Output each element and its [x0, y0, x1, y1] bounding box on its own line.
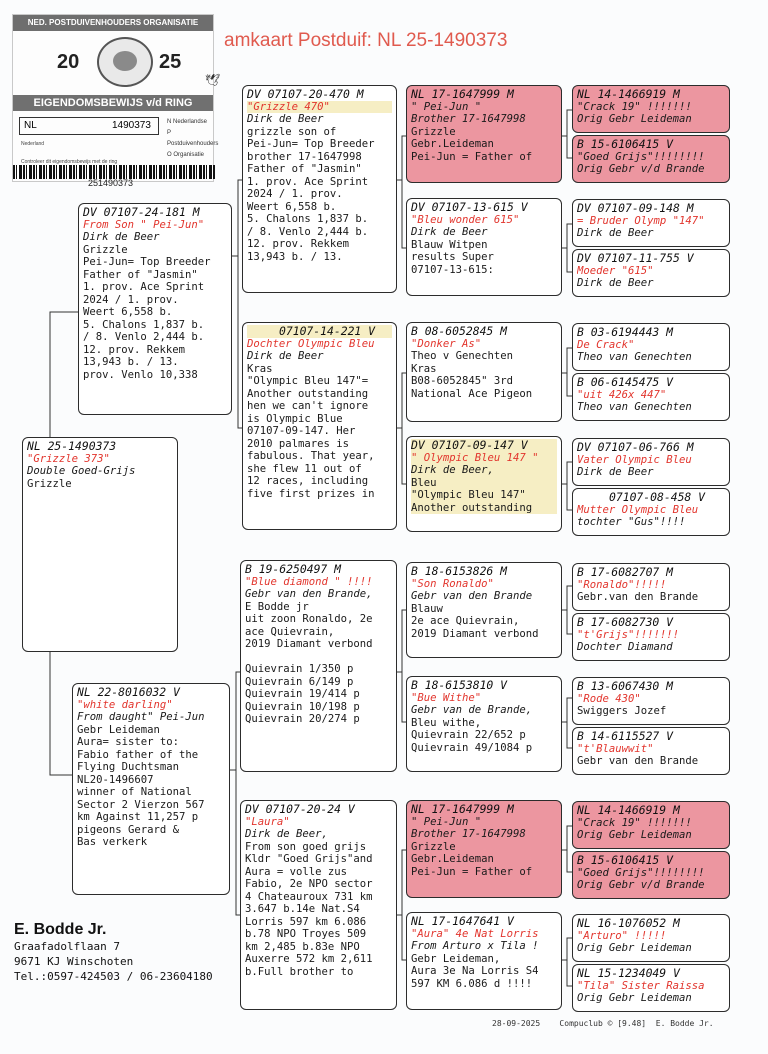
card-line: Dirk de Beer, — [411, 464, 557, 477]
ring-number: NL 15-1234049 V — [577, 967, 680, 980]
card-line: 1. prov. Ace Sprint — [83, 281, 205, 293]
pigeon-name: "Crack 19" !!!!!!! — [577, 100, 692, 113]
card-line: Quievrain 1/350 p — [245, 663, 354, 675]
ring-number: NL 14-1466919 M — [577, 88, 680, 101]
card-line: hen we can't ignore — [247, 400, 369, 412]
card-line: Pei-Jun= Top Breeder — [83, 256, 211, 268]
card-line: Bleu withe, — [411, 716, 482, 729]
card-line: 2024 / 1. prov. — [247, 188, 343, 200]
owner-phone: Tel.:0597-424503 / 06-23604180 — [14, 970, 213, 983]
sticker-year-left: 20 — [57, 51, 80, 73]
owner-city: 9671 KJ Winschoten — [14, 955, 134, 968]
ring-number: DV 07107-20-24 V — [245, 803, 355, 816]
card-line: Orig Gebr Leideman — [577, 113, 692, 125]
ring-number: DV 07107-06-766 M — [577, 441, 694, 454]
card-line: Flying Duchtsman — [77, 761, 180, 773]
card-line: Brother 17-1647998 — [411, 113, 526, 125]
pigeon-name: "Crack 19" !!!!!!! — [577, 816, 692, 829]
card-line — [245, 651, 392, 664]
print-footer: 28-09-2025 Compuclub © [9.48] E. Bodde Jr. — [492, 1019, 714, 1028]
card-line: Gebr van den Brande — [577, 755, 699, 767]
card-line: she flew 11 out of — [247, 462, 362, 475]
card-line: km Against 11,257 p — [77, 811, 199, 823]
card-line: uit zoon Ronaldo, 2e — [245, 613, 373, 625]
card-line: Kras — [411, 362, 437, 375]
card-line: Orig Gebr Leideman — [577, 942, 692, 954]
pigeon-name: " Olympic Bleu 147 " — [411, 452, 557, 465]
pigeon-card-gen4[interactable] — [572, 488, 730, 536]
card-line: 12. prov. Rekkem — [247, 238, 350, 250]
card-line: Gebr.Leideman — [411, 138, 494, 150]
card-line: Dirk de Beer — [247, 350, 324, 362]
pigeon-name: "Bleu wonder 615" — [411, 213, 520, 226]
pigeon-card-dam-dam[interactable] — [240, 800, 397, 1010]
ring-number: NL 17-1647641 V — [411, 915, 514, 928]
pigeon-card-gen4[interactable] — [572, 135, 730, 183]
pigeon-name: " Pei-Jun " — [411, 815, 482, 828]
pigeon-card-sire[interactable] — [78, 203, 232, 415]
pigeon-card-gen4[interactable] — [572, 727, 730, 775]
pigeon-name: "Goed Grijs"!!!!!!!! — [577, 150, 705, 163]
card-line: Quievrain 19/414 p — [245, 688, 360, 700]
card-line: Orig Gebr Leideman — [577, 829, 692, 841]
card-line: From son goed grijs — [245, 840, 367, 853]
pigeon-name: From Son " Pei-Jun" — [83, 218, 205, 231]
card-line: 2024 / 1. prov. — [83, 293, 179, 306]
card-line: 2e ace Quievrain, — [411, 615, 520, 627]
sticker-year-right: 25 — [159, 51, 182, 73]
card-line: Quievrain 22/652 p — [411, 729, 526, 741]
pigeon-card-gen4[interactable] — [572, 199, 730, 247]
pigeon-card-gen4[interactable] — [572, 914, 730, 962]
card-line: Weert 6,558 b. — [83, 306, 173, 318]
pigeon-card-subject[interactable] — [22, 437, 178, 652]
card-line: Gebr.Leideman — [411, 853, 494, 865]
card-line: Orig Gebr v/d Brande — [577, 163, 705, 175]
card-line: 2019 Diamant verbond — [245, 638, 373, 650]
card-line: 1. prov. Ace Sprint — [247, 175, 369, 188]
card-line: "Olympic Bleu 147" — [411, 489, 557, 502]
pigeon-card-sire-sire[interactable] — [242, 85, 397, 293]
pigeon-name: "Bue Withe" — [411, 691, 482, 704]
card-line: 12 races, including — [247, 475, 369, 487]
pigeon-card-gen4[interactable] — [572, 373, 730, 421]
pigeon-name: "white darling" — [77, 698, 173, 711]
card-line: 13,943 b. / 13. — [83, 356, 179, 368]
card-line: 2010 palmares is — [247, 437, 350, 450]
ring-number: NL 14-1466919 M — [577, 804, 680, 817]
card-line: Gebr van den Brande — [411, 590, 533, 602]
pigeon-name: = Bruder Olymp "147" — [577, 214, 705, 227]
ring-number: 07107-08-458 V — [609, 491, 706, 504]
sticker-country: NL — [24, 120, 37, 131]
card-line: Swiggers Jozef — [577, 705, 667, 717]
card-line: Kras — [247, 362, 273, 375]
card-line: Gebr Leideman, — [411, 952, 501, 965]
card-line: Quievrain 20/274 p — [245, 713, 360, 725]
card-line: Bleu — [411, 477, 557, 490]
card-line: Father of "Jasmin" — [83, 268, 198, 281]
ring-number: DV 07107-24-181 M — [83, 206, 200, 219]
ring-number: NL 22-8016032 V — [77, 686, 180, 699]
pigeon-card-dam-sire[interactable] — [240, 560, 397, 772]
card-line: 4 Chateauroux 731 km — [245, 890, 373, 903]
ring-number: DV 07107-13-615 V — [411, 201, 528, 214]
ring-number: B 18-6153826 M — [411, 565, 508, 578]
card-line: tochter "Gus"!!!! — [577, 516, 686, 528]
legend-item: O Organisatie — [167, 152, 205, 158]
pigeon-name: "t'Grijs"!!!!!!! — [577, 628, 680, 641]
ring-number: NL 25-1490373 — [27, 440, 117, 453]
card-line: Fabio, 2e NPO sector — [245, 878, 373, 890]
owner-name: E. Bodde Jr. — [14, 921, 107, 938]
card-line: Dirk de Beer — [577, 277, 654, 289]
pigeon-name: Dochter Olympic Bleu — [247, 337, 375, 350]
pigeon-card-gen4[interactable] — [572, 249, 730, 297]
pigeon-name: "Tila" Sister Raissa — [577, 979, 705, 992]
pigeon-card-gen4[interactable] — [572, 85, 730, 133]
pigeon-card-sire-dam[interactable] — [242, 322, 397, 530]
card-line: From daught" Pei-Jun — [77, 711, 205, 723]
pigeon-name: Vater Olympic Bleu — [577, 453, 692, 466]
card-line: "Olympic Bleu 147"= — [247, 375, 369, 387]
ring-number: B 06-6145475 V — [577, 376, 674, 389]
card-line: Aura= sister to: — [77, 736, 180, 748]
ring-number: DV 07107-09-147 V — [411, 439, 557, 452]
ring-number: B 17-6082707 M — [577, 566, 674, 579]
card-line: Grizzle — [411, 840, 456, 853]
card-line: Weert 6,558 b. — [247, 200, 337, 213]
card-line: / 8. Venlo 2,444 b. — [247, 225, 369, 238]
pigeon-card-gen4[interactable] — [572, 964, 730, 1012]
pigeon-name: Moeder "615" — [577, 264, 654, 277]
card-line: Brother 17-1647998 — [411, 828, 526, 840]
ring-number: B 13-6067430 M — [577, 680, 674, 693]
pigeon-card-gen3[interactable] — [406, 800, 562, 898]
page-title: amkaart Postduif: NL 25-1490373 — [224, 30, 508, 51]
card-line: NL20-1496607 — [77, 773, 154, 786]
card-line: Orig Gebr v/d Brande — [577, 879, 705, 891]
card-line: Theo v Genechten — [411, 350, 514, 362]
card-line: Gebr Leideman — [77, 723, 160, 736]
card-line: Fabio father of the — [77, 748, 199, 761]
owner-address-block — [14, 922, 234, 984]
ring-number: NL 17-1647999 M — [411, 88, 514, 101]
card-line: Lorris 597 km 6.086 — [245, 915, 367, 928]
card-line: Grizzle — [83, 243, 128, 256]
pigeon-name: "Aura" 4e Nat Lorris — [411, 927, 539, 940]
card-line: 5. Chalons 1,837 b. — [83, 318, 205, 331]
card-line: Quievrain 10/198 p — [245, 700, 360, 713]
ring-number: B 17-6082730 V — [577, 616, 674, 629]
pigeon-card-gen3[interactable] — [406, 85, 562, 183]
pigeon-card-gen4[interactable] — [572, 677, 730, 725]
pigeon-card-gen4[interactable] — [572, 563, 730, 611]
card-line: Dirk de Beer — [577, 227, 654, 239]
card-line: Theo van Genechten — [577, 401, 692, 413]
pigeon-card-gen4[interactable] — [572, 613, 730, 661]
card-line: Bas verkerk — [77, 836, 148, 848]
pigeon-name: "Ronaldo"!!!!! — [577, 578, 667, 591]
ring-number: B 14-6115527 V — [577, 730, 674, 743]
card-line: E Bodde jr — [245, 600, 309, 613]
ring-number: 07107-14-221 V — [247, 325, 392, 338]
pigeon-card-gen4[interactable] — [572, 323, 730, 371]
legend-item: P Postduivenhouders — [167, 130, 219, 147]
pigeon-card-gen3[interactable] — [406, 912, 562, 1010]
card-line: Dochter Diamand — [577, 641, 673, 653]
ring-number: NL 17-1647999 M — [411, 803, 514, 816]
card-line: 3.647 b.14e Nat.S4 — [245, 903, 360, 915]
card-line: winner of National — [77, 786, 192, 798]
ring-number: B 08-6052845 M — [411, 325, 508, 338]
card-line: pigeons Gerard & — [77, 823, 180, 836]
card-line: Dirk de Beer — [247, 113, 324, 125]
card-line: Double Goed-Grijs — [27, 465, 136, 477]
card-line: Blauw Witpen — [411, 238, 488, 251]
ring-number: B 19-6250497 M — [245, 563, 342, 576]
sticker-fine-print: Nederland — [21, 141, 45, 147]
pigeon-name: "Donker As" — [411, 337, 482, 350]
card-line: Kldr "Goed Grijs"and — [245, 853, 373, 865]
card-line: Gebr van den Brande, — [245, 588, 373, 600]
card-line: Theo van Genechten — [577, 351, 692, 363]
ring-number: B 18-6153810 V — [411, 679, 508, 692]
card-line: Father of "Jasmin" — [247, 163, 362, 175]
card-line: Aura = volle zus — [245, 865, 348, 878]
card-line: Pei-Jun = Father of — [411, 865, 533, 878]
card-line: Grizzle — [27, 477, 72, 490]
pigeon-name: "Arturo" !!!!! — [577, 929, 667, 942]
card-line: Pei-Jun = Father of — [411, 150, 533, 163]
pigeon-name: "Rode 430" — [577, 692, 641, 705]
sticker-label: EIGENDOMSBEWIJS v/d RING — [13, 95, 213, 111]
pigeon-card-gen3[interactable] — [406, 676, 562, 772]
ring-number: NL 16-1076052 M — [577, 917, 680, 930]
card-line: results Super — [411, 251, 494, 263]
card-line: National Ace Pigeon — [411, 387, 533, 400]
sticker-org-name: NED. POSTDUIVENHOUDERS ORGANISATIE — [13, 15, 213, 31]
card-line: 2019 Diamant verbond — [411, 627, 539, 640]
ring-number: DV 07107-09-148 M — [577, 202, 694, 215]
card-line: Dirk de Beer, — [245, 828, 328, 840]
owner-street: Graafadolflaan 7 — [14, 940, 120, 953]
card-line: km 2,485 b.83e NPO — [245, 940, 360, 953]
ring-number: DV 07107-20-470 M — [247, 88, 364, 101]
card-line: Gebr van de Brande, — [411, 704, 533, 716]
card-line: Quievrain 6/149 p — [245, 675, 354, 688]
pigeon-name: "Son Ronaldo" — [411, 577, 494, 590]
card-line: Aura 3e Na Lorris S4 — [411, 965, 539, 977]
ring-number: B 15-6106415 V — [577, 854, 674, 867]
pigeon-name: "t'Blauwwit" — [577, 742, 654, 755]
sticker-ring-number: 1490373 — [112, 120, 151, 131]
pigeon-name: "Blue diamond " !!!! — [245, 575, 373, 588]
card-line: 12. prov. Rekkem — [83, 343, 186, 356]
pigeon-name: De Crack" — [577, 338, 635, 351]
pigeon-name: "uit 426x 447" — [577, 388, 667, 401]
pigeon-name: Mutter Olympic Bleu — [577, 503, 699, 516]
card-line: Orig Gebr Leideman — [577, 992, 692, 1004]
card-line: From Arturo x Tila ! — [411, 940, 539, 952]
pigeon-name: "Laura" — [245, 815, 290, 828]
ring-number: DV 07107-11-755 V — [577, 252, 694, 265]
pigeon-card-gen4[interactable] — [572, 851, 730, 899]
card-line: Blauw — [411, 602, 443, 615]
card-line: grizzle son of — [247, 125, 337, 138]
pigeon-card-dam[interactable] — [72, 683, 230, 895]
card-line: is Olympic Blue — [247, 412, 343, 425]
card-line: ace Quievrain, — [245, 625, 335, 638]
card-line: 07107-13-615: — [411, 263, 494, 276]
card-line: B08-6052845" 3rd — [411, 375, 514, 387]
card-line: Dirk de Beer — [411, 226, 488, 238]
pigeon-card-gen3[interactable] — [406, 436, 562, 532]
card-line: / 8. Venlo 2,444 b. — [83, 331, 205, 343]
sticker-fine-print: Controleer dit eigendomsbewijs met de ring — [21, 159, 118, 165]
pigeon-card-gen4[interactable] — [572, 801, 730, 849]
card-line: fabulous. That year, — [247, 450, 375, 462]
card-line: five first prizes in — [247, 487, 375, 500]
ring-number: B 15-6106415 V — [577, 138, 674, 151]
pigeon-name: " Pei-Jun " — [411, 100, 482, 113]
card-line: Quievrain 49/1084 p — [411, 741, 533, 754]
dove-icon: 🕊 — [205, 73, 221, 87]
card-line: 5. Chalons 1,837 b. — [247, 213, 369, 225]
card-line: Dirk de Beer — [83, 231, 160, 243]
pigeon-name: "Goed Grijs"!!!!!!!! — [577, 866, 705, 879]
card-line: 07107-09-147. Her — [247, 425, 356, 437]
card-line: prov. Venlo 10,338 — [83, 368, 198, 381]
card-line: Another outstanding — [247, 387, 369, 400]
card-line: Dirk de Beer — [577, 466, 654, 478]
legend-item: N Nederlandse — [167, 119, 208, 125]
card-line: Pei-Jun= Top Breeder — [247, 138, 375, 150]
barcode-number: 251490373 — [88, 178, 134, 188]
card-line: 13,943 b. / 13. — [247, 250, 343, 263]
card-line: 597 KM 6.086 d !!!! — [411, 977, 533, 990]
card-line: Auxerre 572 km 2,611 — [245, 953, 373, 965]
pigeon-card-gen3[interactable] — [406, 322, 562, 422]
pigeon-card-gen4[interactable] — [572, 438, 730, 486]
pigeon-card-gen3[interactable] — [406, 198, 562, 296]
pigeon-card-gen3[interactable] — [406, 562, 562, 658]
card-line: Sector 2 Vierzon 567 — [77, 798, 205, 811]
card-line: b.78 NPO Troyes 509 — [245, 928, 367, 940]
card-line: Gebr.van den Brande — [577, 591, 699, 603]
card-line: b.Full brother to — [245, 965, 354, 978]
ring-number: B 03-6194443 M — [577, 326, 674, 339]
pigeon-name: "Grizzle 373" — [27, 452, 110, 465]
card-line: Grizzle — [411, 125, 456, 138]
card-line: brother 17-1647998 — [247, 150, 362, 163]
card-line: Another outstanding — [411, 502, 557, 515]
pigeon-name: "Grizzle 470" — [247, 101, 392, 114]
